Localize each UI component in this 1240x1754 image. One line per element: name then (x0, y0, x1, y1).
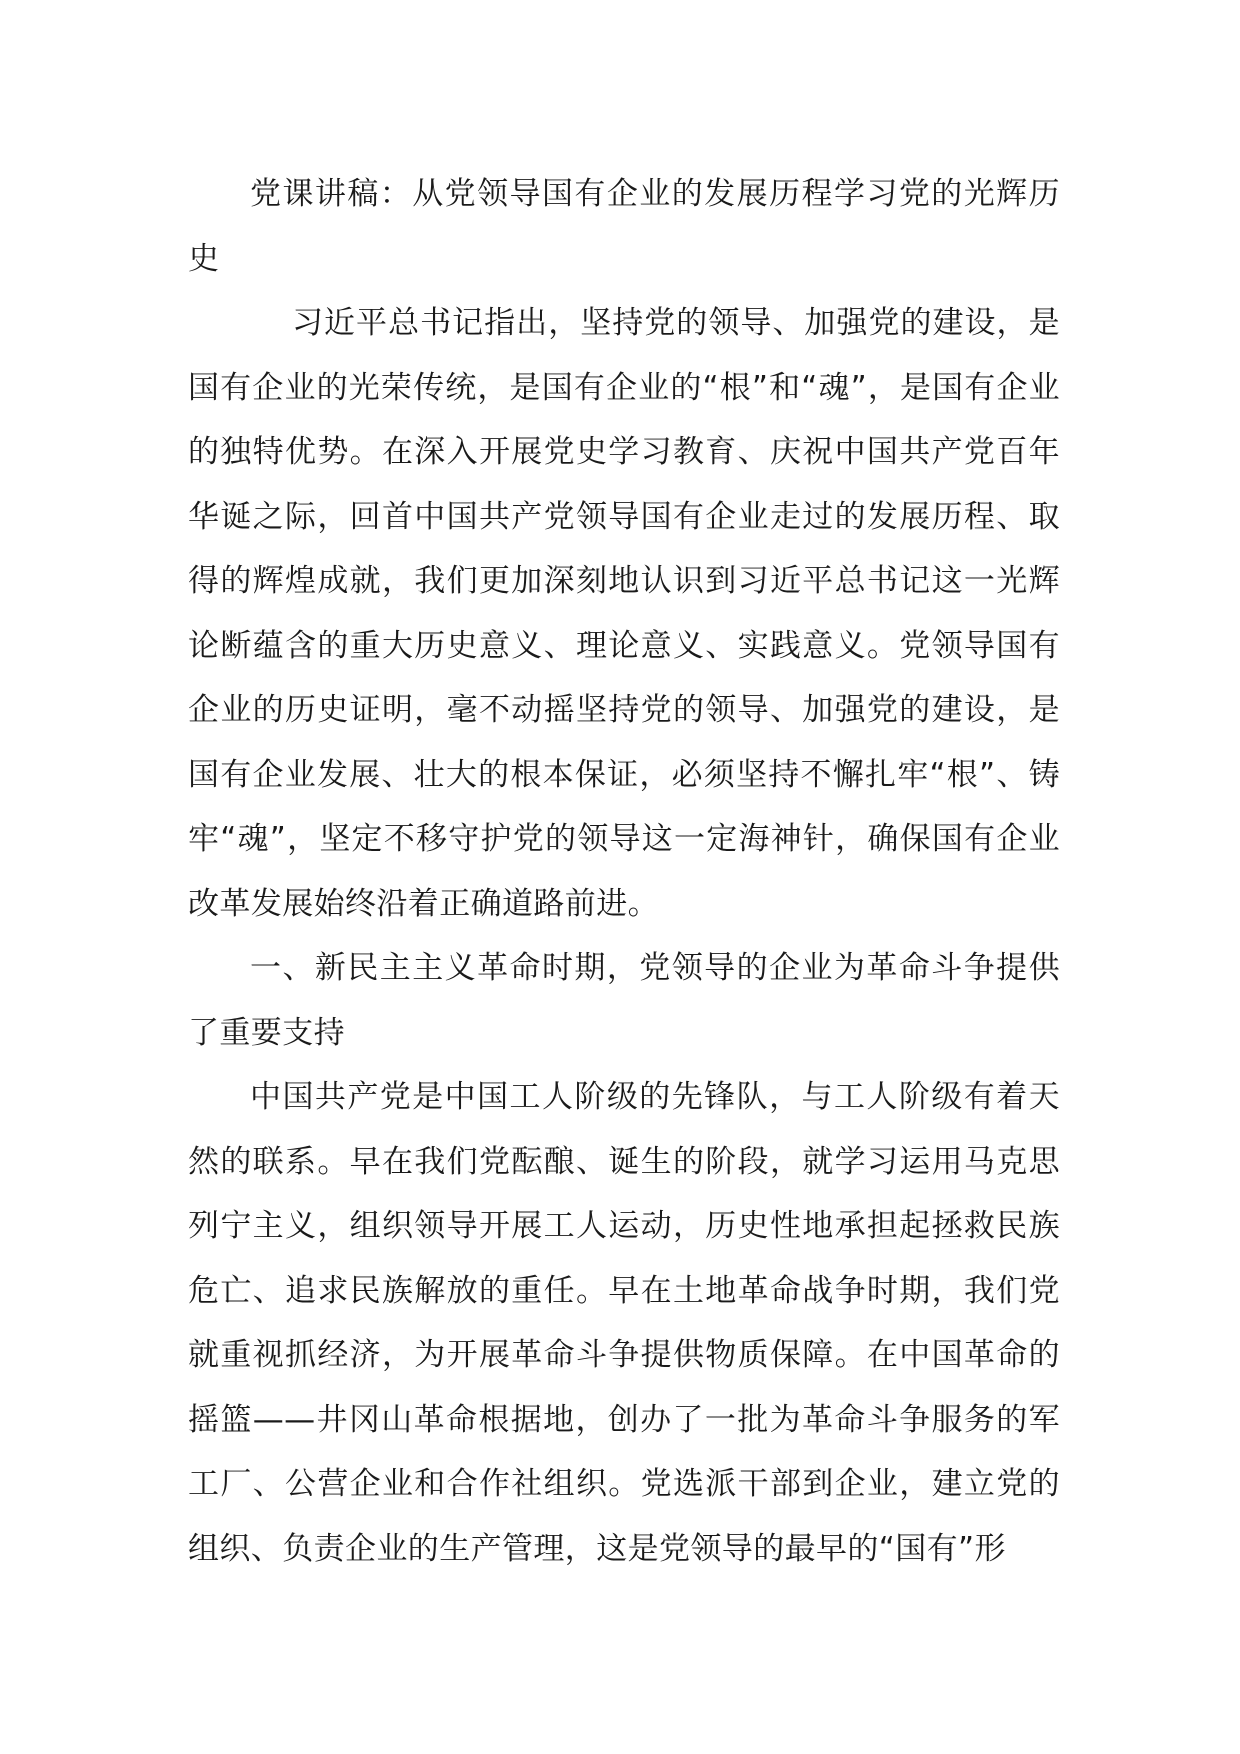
body-paragraph: 中国共产党是中国工人阶级的先锋队，与工人阶级有着天然的联系。早在我们党酝酿、诞生的阶段，就学习运用马克思列宁主义，组织领导开展工人运动，历史性地承担起拯救民族危亡、追求民族解放的重任。早在土地革命战争时期，我们党就重视抓经济，为开展革命斗争提供物质保障。在中国革命的摇篮——井冈山革命根据地，创办了一批为革命斗争服务的军工厂、公营企业和合作社组织。党选派干部到企业，建立党的组织、负责企业的生产管理，这是党领导的最早的“国有”形 (188, 1079, 1060, 1567)
intro-paragraph: 习近平总书记指出，坚持党的领导、加强党的建设，是国有企业的光荣传统，是国有企业的“根”和“魂”，是国有企业的独特优势。在深入开展党史学习教育、庆祝中国共产党百年华诞之际，回首中国共产党领导国有企业走过的发展历程、取得的辉煌成就，我们更加深刻地认识到习近平总书记这一光辉论断蕴含的重大历史意义、理论意义、实践意义。党领导国有企业的历史证明，毫不动摇坚持党的领导、加强党的建设，是国有企业发展、壮大的根本保证，必须坚持不懈扎牢“根”、铸牢“魂”，坚定不移守护党的领导这一定海神针，确保国有企业改革发展始终沿着正确道路前进。 (188, 305, 1060, 922)
document-body (188, 162, 1060, 1581)
section-heading: 一、新民主主义革命时期，党领导的企业为革命斗争提供了重要支持 (188, 950, 1060, 1051)
document-title: 党课讲稿：从党领导国有企业的发展历程学习党的光辉历史 (188, 176, 1060, 277)
